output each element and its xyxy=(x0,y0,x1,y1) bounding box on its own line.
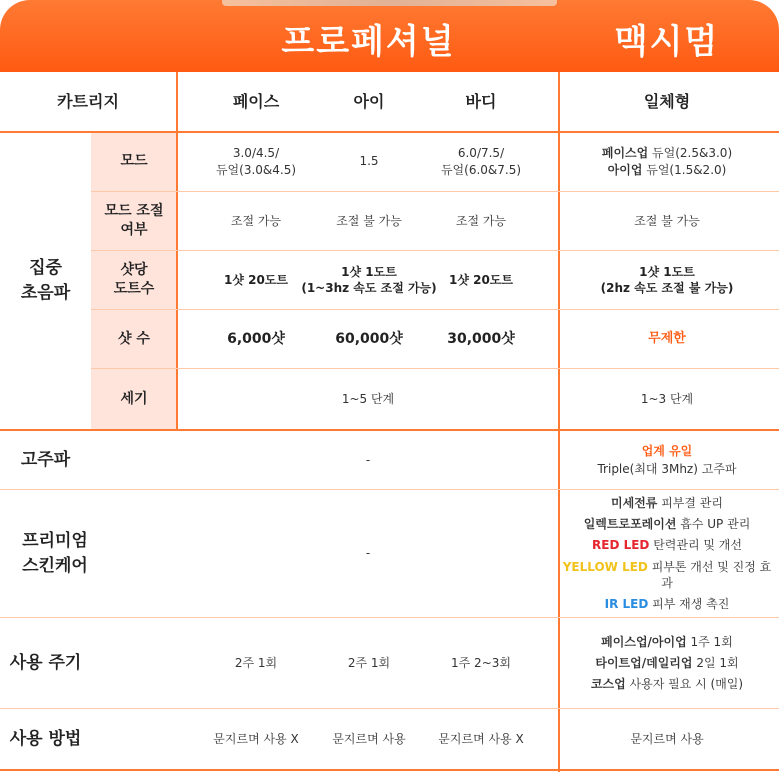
shots-label: 샷 수 xyxy=(118,330,150,347)
face-dots: 1샷 20도트 xyxy=(223,272,288,287)
cycle-courseup-label: 코스업 xyxy=(590,677,626,692)
face-header: 페이스 xyxy=(232,91,280,111)
dots-label-line2: 도트수 xyxy=(113,281,155,297)
eye-mode-adjust: 조절 불 가능 xyxy=(336,213,402,228)
eyeup-label: 아이업 xyxy=(607,163,643,177)
cycle-tightup-dailyup-value: 2일 1회 xyxy=(692,655,739,670)
integrated-mode-adjust: 조절 불 가능 xyxy=(634,213,700,228)
professional-rf: - xyxy=(365,452,371,467)
cycle-line-courseup xyxy=(591,676,743,692)
triple-rf-text: Triple(최대 3Mhz) 고주파 xyxy=(597,462,737,476)
electroporation-label: 일렉트로포레이션 xyxy=(583,517,677,532)
electroporation-text: 흡수 UP 관리 xyxy=(676,517,751,532)
body-mode-line1: 6.0/7.5/ xyxy=(457,145,505,160)
yellow-led-label: YELLOW LED xyxy=(562,559,648,574)
cycle-faceup-eyeup-label: 페이스업/아이업 xyxy=(601,634,687,649)
mode-adjust-label-line2: 여부 xyxy=(120,222,148,238)
dots-label-line1: 샷당 xyxy=(120,262,148,279)
eye-header: 아이 xyxy=(353,91,385,111)
eye-dots-line1: 1샷 1도트 xyxy=(341,264,397,279)
body-cycle: 1주 2~3회 xyxy=(451,655,511,670)
face-cycle: 2주 1회 xyxy=(234,655,278,670)
integrated-mode-line1 xyxy=(602,145,732,161)
red-led-label: RED LED xyxy=(592,538,650,553)
header-band xyxy=(0,0,779,72)
premium-label-line1: 프리미엄 xyxy=(22,530,88,551)
premium-label-line2: 스킨케어 xyxy=(22,555,88,576)
dots-label xyxy=(91,251,177,309)
cycle-faceup-eyeup-value: 1주 1회 xyxy=(686,634,733,649)
premium-item-yellow-led xyxy=(560,559,774,591)
mode-adjust-label-line1: 모드 조절 xyxy=(104,203,164,220)
professional-intensity: 1~5 단계 xyxy=(341,391,395,406)
ir-led-label: IR LED xyxy=(604,596,649,611)
integrated-dots-line1: 1샷 1도트 xyxy=(639,264,695,279)
face-mode-line2: 듀얼(3.0&4.5) xyxy=(215,163,297,177)
integrated-intensity: 1~3 단계 xyxy=(640,391,694,406)
integrated-premium xyxy=(560,490,774,617)
eyeup-value: 듀얼(1.5&2.0) xyxy=(642,163,727,177)
microcurrent-text: 피부결 관리 xyxy=(657,495,723,510)
microcurrent-label: 미세전류 xyxy=(611,495,658,510)
body-dots: 1샷 20도트 xyxy=(448,272,513,287)
ir-led-text: 피부 재생 촉진 xyxy=(648,596,730,611)
eye-shots: 60,000샷 xyxy=(335,330,403,347)
face-mode-line1: 3.0/4.5/ xyxy=(232,145,280,160)
premium-item-microcurrent xyxy=(611,495,723,511)
method-label: 사용 방법 xyxy=(9,728,82,749)
mode-adjust-label xyxy=(91,192,177,250)
rf-label: 고주파 xyxy=(20,449,71,470)
integrated-dots-line2: (2hz 속도 조절 불 가능) xyxy=(600,281,734,295)
body-shots: 30,000샷 xyxy=(447,330,515,347)
face-mode xyxy=(178,132,334,191)
cycle-line-tightup-dailyup xyxy=(595,655,738,671)
body-mode xyxy=(404,132,558,191)
cycle-courseup-value: 사용자 필요 시 (매일) xyxy=(625,677,744,692)
eye-dots-line2: (1~3hz 속도 조절 가능) xyxy=(301,281,437,295)
divider-bottom xyxy=(0,769,779,771)
industry-unique-badge: 업계 유일 xyxy=(641,443,693,458)
intensity-label: 세기 xyxy=(120,390,148,407)
face-shots: 6,000샷 xyxy=(227,330,285,347)
eye-cycle: 2주 1회 xyxy=(347,655,391,670)
integrated-dots xyxy=(560,251,774,309)
mode-label: 모드 xyxy=(120,153,148,170)
faceup-label: 페이스업 xyxy=(601,145,649,160)
integrated-mode-line2 xyxy=(608,162,727,178)
maximum-title: 맥시멈 xyxy=(614,22,720,62)
body-method: 문지르며 사용 X xyxy=(438,731,524,746)
premium-item-ir-led xyxy=(605,596,730,612)
eye-method: 문지르며 사용 xyxy=(332,731,406,746)
yellow-led-text: 피부톤 개선 및 진정 효과 xyxy=(647,559,772,590)
body-header: 바디 xyxy=(465,91,497,111)
professional-title: 프로페셔널 xyxy=(281,22,456,62)
professional-premium: - xyxy=(365,546,371,561)
hifu-label-line2: 초음파 xyxy=(20,282,71,303)
eye-mode: 1.5 xyxy=(359,154,379,169)
hifu-group-label xyxy=(0,132,91,429)
integrated-method: 문지르며 사용 xyxy=(630,731,704,746)
cycle-line-faceup-eyeup xyxy=(601,634,733,650)
integrated-rf xyxy=(560,431,774,489)
hifu-label-line1: 집중 xyxy=(29,257,62,278)
premium-item-red-led xyxy=(592,537,742,553)
integrated-mode xyxy=(560,132,774,191)
body-mode-line2: 듀얼(6.0&7.5) xyxy=(440,163,522,177)
cartridge-header: 카트리지 xyxy=(57,91,119,111)
cycle-label: 사용 주기 xyxy=(9,652,82,673)
cycle-tightup-dailyup-label: 타이트업/데일리업 xyxy=(595,655,693,670)
product-image-edge xyxy=(222,0,557,6)
integrated-shots: 무제한 xyxy=(648,331,686,347)
face-method: 문지르며 사용 X xyxy=(213,731,299,746)
red-led-text: 탄력관리 및 개선 xyxy=(649,538,742,553)
body-mode-adjust: 조절 가능 xyxy=(455,213,507,228)
faceup-value: 듀얼(2.5&3.0) xyxy=(648,145,733,160)
integrated-cycle xyxy=(560,618,774,708)
premium-label xyxy=(0,490,110,617)
face-mode-adjust: 조절 가능 xyxy=(230,213,282,228)
premium-item-electroporation xyxy=(584,516,751,532)
integrated-header: 일체형 xyxy=(643,91,691,111)
